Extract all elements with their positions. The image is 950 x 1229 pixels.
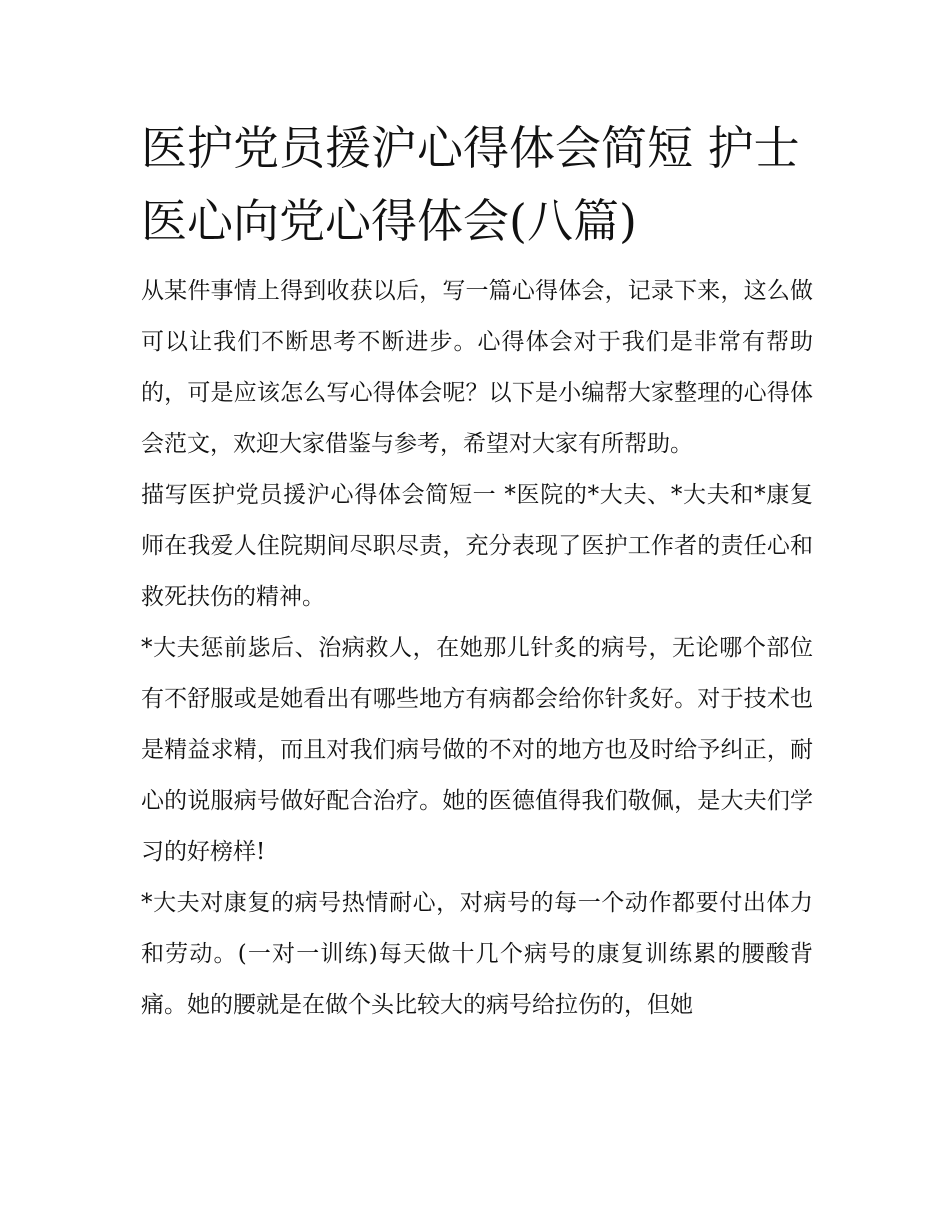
paragraph-intro: 从某件事情上得到收获以后，写一篇心得体会，记录下来，这么做可以让我们不断思考不断进步。心得体会对于我们是非常有帮助的，可是应该怎么写心得体会呢？以下是小编帮大家整理的心得体会范文，欢迎大家借鉴与参考，希望对大家有所帮助。 xyxy=(141,278,813,457)
paragraph-section-one: 描写医护党员援沪心得体会简短一 *医院的*大夫、*大夫和*康复师在我爱人住院期间尽职尽责，充分表现了医护工作者的责任心和救死扶伤的精神。 xyxy=(141,482,813,610)
paragraph-rehab-praise: *大夫对康复的病号热情耐心，对病号的每一个动作都要付出体力和劳动。(一对一训练)每天做十几个病号的康复训练累的腰酸背痛。她的腰就是在做个头比较大的病号给拉伤的，但她 xyxy=(141,890,813,1018)
paragraph-doctor-praise: *大夫惩前毖后、治病救人，在她那儿针炙的病号，无论哪个部位有不舒服或是她看出有哪些地方有病都会给你针炙好。对于技术也是精益求精，而且对我们病号做的不对的地方也及时给予纠正，耐心的说服病号做好配合治疗。她的医德值得我们敬佩，是大夫们学习的好榜样! xyxy=(141,635,813,865)
document-title: 医护党员援沪心得体会简短 护士医心向党心得体会(八篇) xyxy=(141,121,800,248)
document-page xyxy=(141,112,813,1031)
